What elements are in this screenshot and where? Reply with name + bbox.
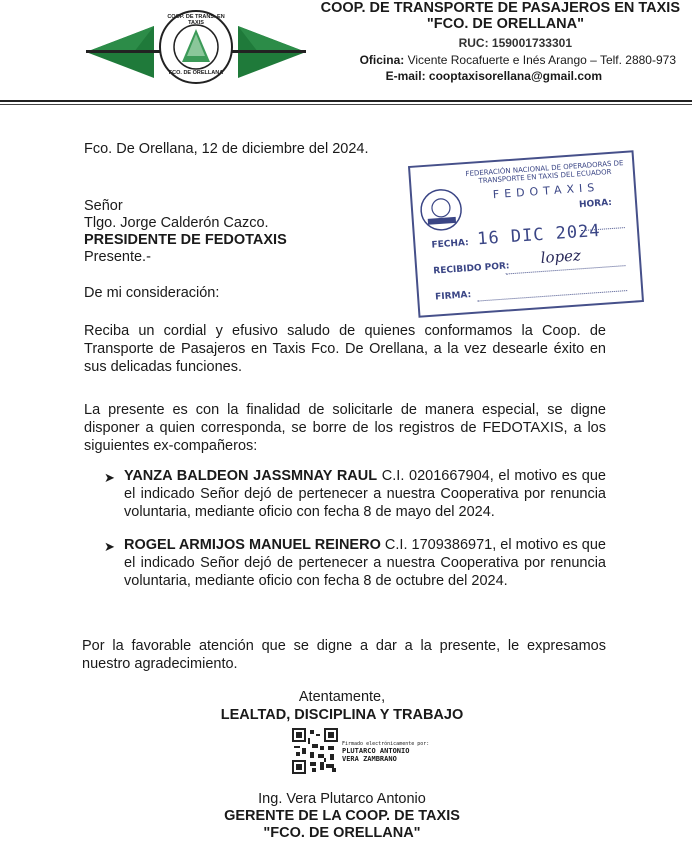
recipient-title: PRESIDENTE DE FEDOTAXIS [84, 232, 287, 248]
list-item [124, 536, 606, 590]
recipient-salutation: Señor [84, 198, 123, 214]
header-email [386, 69, 602, 83]
list-item-name: YANZA BALDEON JASSMNAY RAUL [124, 468, 378, 484]
arrow-bullet-icon: ➤ [104, 539, 115, 554]
stamp-hora-label: HORA: [578, 197, 613, 211]
list-item-name: ROGEL ARMIJOS MANUEL REINERO [124, 537, 381, 553]
qr-code-icon [292, 728, 338, 774]
greeting: De mi consideración: [84, 285, 220, 301]
letterhead-logo [86, 10, 306, 84]
signature-signed-name-1: PLUTARCO ANTONIO [342, 747, 410, 755]
paragraph-greeting: Reciba un cordial y efusivo saludo de quienes conformamos la Coop. de Transporte de Pasajeros en Taxis Fco. De Orellana, a la vez desearle éxito en sus delicadas funciones. [84, 323, 606, 375]
header-divider-thin [0, 104, 692, 105]
header-divider [0, 100, 692, 102]
arrow-bullet-icon: ➤ [104, 470, 115, 485]
stamp-firma-label: FIRMA: [434, 289, 472, 303]
logo-text-top: COOP. DE TRANS. EN TAXIS [167, 14, 225, 26]
motto: LEALTAD, DISCIPLINA Y TRABAJO [220, 707, 464, 723]
signature-signed-name-2: VERA ZAMBRANO [342, 755, 397, 763]
signature-qr-block [292, 728, 430, 774]
farewell: Atentamente, [298, 689, 386, 705]
logo-text-bottom: FCO. DE ORELLANA [168, 70, 224, 76]
stamp-seal-icon [418, 186, 465, 233]
header-coop-subname: "FCO. DE ORELLANA" [426, 16, 584, 32]
signature-signed-by-label: Firmado electrónicamente por: [342, 741, 430, 747]
header-ruc [459, 36, 572, 50]
stamp-org: FEDOTAXIS [492, 180, 600, 202]
header-email-text: E-mail: cooptaxisorellana@gmail.com [385, 69, 602, 83]
header-coop-name: COOP. DE TRANSPORTE DE PASAJEROS EN TAXIS [320, 0, 680, 16]
stamp-recibido-value: lopez [540, 246, 582, 268]
paragraph-request: La presente es con la finalidad de solicitarle de manera especial, se digne disponer a quien corresponda, se borre de los registros de FEDOTAXIS, a los siguientes ex-compañeros: [84, 402, 606, 454]
stamp-fecha-label: FECHA: [431, 238, 470, 251]
reception-stamp [408, 150, 644, 317]
stamp-date: 16 DIC 2024 [476, 220, 602, 250]
stamp-recibido-line [506, 265, 626, 274]
list-item-detail: C.I. 1709386971, el motivo es que el indicado Señor dejó de pertenecer a nuestra Cooperativa por renuncia voluntaria, mediante oficio con fecha 8 de octubre del 2024. [124, 537, 606, 589]
header-office-value: Vicente Rocafuerte e Inés Arango – Telf. 2880-973 [404, 53, 676, 67]
signer-name: Ing. Vera Plutarco Antonio [258, 791, 426, 807]
list-item [124, 467, 606, 521]
recipient-name: Tlgo. Jorge Calderón Cazco. [84, 215, 269, 231]
stamp-header: FEDERACIÓN NACIONAL DE OPERADORAS DE TRANSPORTE EN TAXIS DEL ECUADOR [465, 159, 624, 186]
list-item-detail: C.I. 0201667904, el motivo es que el indicado Señor dejó de pertenecer a nuestra Cooperativa por renuncia voluntaria, mediante oficio con fecha 8 de mayo del 2024. [124, 468, 606, 520]
signer-role: GERENTE DE LA COOP. DE TAXIS [224, 808, 460, 824]
stamp-recibido-label: RECIBIDO POR: [433, 261, 510, 277]
signer-coop: "FCO. DE ORELLANA" [263, 825, 421, 841]
header-ruc-text: RUC: 159001733301 [458, 36, 572, 50]
paragraph-closing: Por la favorable atención que se digne a dar a la presente, le expresamos nuestro agradecimiento. [82, 638, 606, 672]
place-date: Fco. De Orellana, 12 de diciembre del 2024. [84, 141, 369, 157]
header-office [360, 53, 676, 67]
stamp-firma-line [478, 290, 628, 301]
recipient-presente: Presente.- [84, 249, 151, 265]
header-office-label: Oficina: [359, 53, 405, 67]
